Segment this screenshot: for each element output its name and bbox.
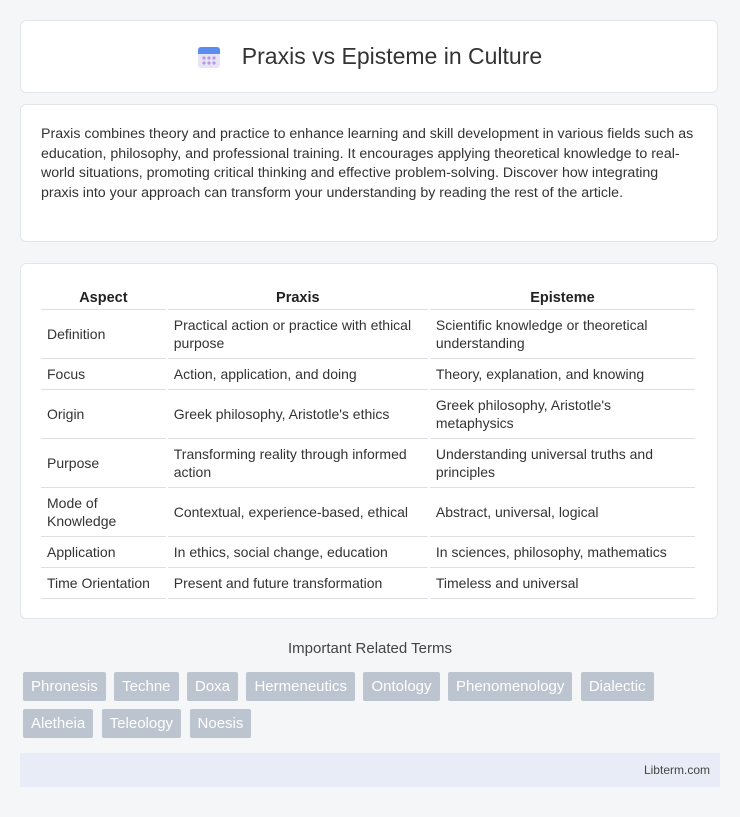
related-terms-list xyxy=(23,672,723,746)
table-row xyxy=(41,537,695,568)
table-cell: Practical action or practice with ethical purpose xyxy=(168,310,428,359)
table-cell: In ethics, social change, education xyxy=(168,537,428,568)
tag-noesis[interactable]: Noesis xyxy=(190,709,252,738)
tag-ontology[interactable]: Ontology xyxy=(363,672,439,701)
table-cell: Theory, explanation, and knowing xyxy=(430,359,695,390)
table-cell: Action, application, and doing xyxy=(168,359,428,390)
table-cell: In sciences, philosophy, mathematics xyxy=(430,537,695,568)
tag-phronesis[interactable]: Phronesis xyxy=(23,672,106,701)
related-terms-title: Important Related Terms xyxy=(288,640,452,657)
tag-hermeneutics[interactable]: Hermeneutics xyxy=(246,672,355,701)
intro-card xyxy=(20,104,718,242)
table-cell: Greek philosophy, Aristotle's metaphysics xyxy=(430,390,695,439)
table-cell: Origin xyxy=(41,390,166,439)
footer xyxy=(20,753,720,787)
tag-dialectic[interactable]: Dialectic xyxy=(581,672,654,701)
intro-text: Praxis combines theory and practice to enhance learning and skill development in various fields such as education, philosophy, and professional training. It encourages applying theoretical knowledge to real-world situations, promoting critical thinking and effective problem-solving. Discover how integrating praxis into your approach can transform your understanding by reading the rest of the article. xyxy=(41,126,694,201)
table-cell: Scientific knowledge or theoretical understanding xyxy=(430,310,695,359)
table-cell: Timeless and universal xyxy=(430,568,695,599)
table-row xyxy=(41,390,695,439)
table-row xyxy=(41,359,695,390)
table-cell: Abstract, universal, logical xyxy=(430,488,695,537)
table-header-row xyxy=(41,284,695,310)
table-cell: Application xyxy=(41,537,166,568)
table-cell: Definition xyxy=(41,310,166,359)
table-cell: Present and future transformation xyxy=(168,568,428,599)
tag-phenomenology[interactable]: Phenomenology xyxy=(448,672,572,701)
table-cell: Purpose xyxy=(41,439,166,488)
comparison-table xyxy=(39,284,697,599)
table-cell: Greek philosophy, Aristotle's ethics xyxy=(168,390,428,439)
table-row xyxy=(41,439,695,488)
table-row xyxy=(41,568,695,599)
table-cell: Contextual, experience-based, ethical xyxy=(168,488,428,537)
column-header-aspect: Aspect xyxy=(41,284,166,310)
page-title: Praxis vs Episteme in Culture xyxy=(241,43,543,69)
calendar-icon xyxy=(196,44,222,70)
table-cell: Focus xyxy=(41,359,166,390)
footer-site-link[interactable]: Libterm.com xyxy=(643,763,710,777)
column-header-praxis: Praxis xyxy=(168,284,428,310)
comparison-card xyxy=(20,263,718,619)
table-cell: Time Orientation xyxy=(41,568,166,599)
table-cell: Transforming reality through informed action xyxy=(168,439,428,488)
table-cell: Mode of Knowledge xyxy=(41,488,166,537)
column-header-episteme: Episteme xyxy=(430,284,695,310)
header-card xyxy=(20,20,718,93)
table-row xyxy=(41,488,695,537)
table-cell: Understanding universal truths and principles xyxy=(430,439,695,488)
tag-aletheia[interactable]: Aletheia xyxy=(23,709,93,738)
table-row xyxy=(41,310,695,359)
tag-techne[interactable]: Techne xyxy=(114,672,178,701)
tag-doxa[interactable]: Doxa xyxy=(187,672,238,701)
tag-teleology[interactable]: Teleology xyxy=(102,709,181,738)
